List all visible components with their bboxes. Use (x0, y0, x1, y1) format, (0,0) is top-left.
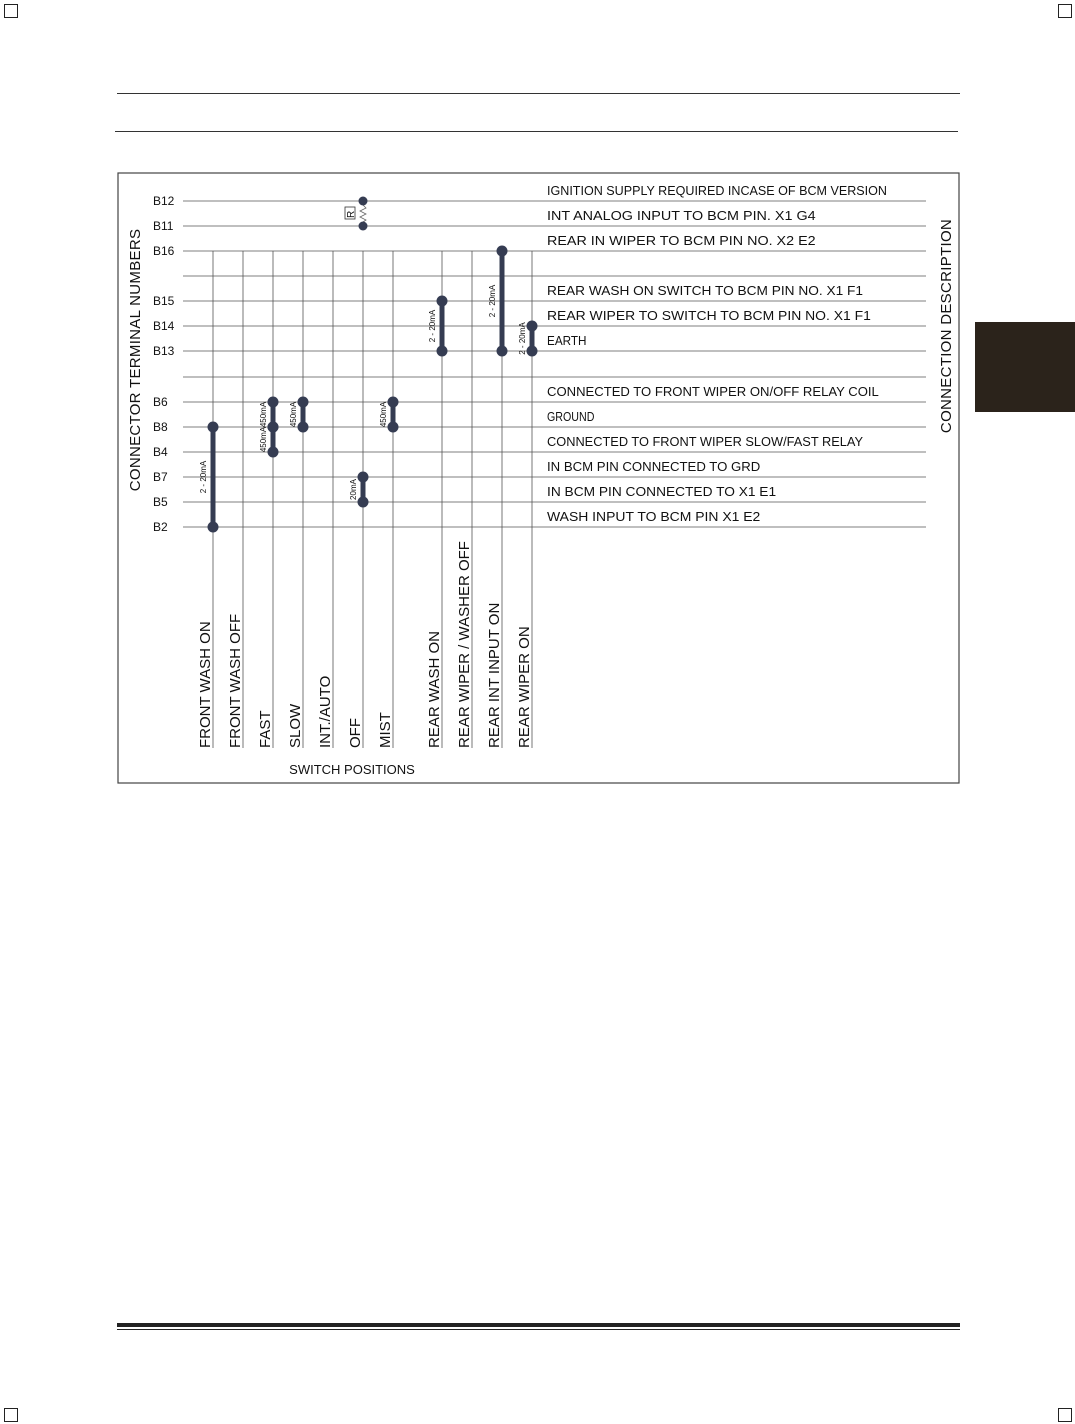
terminal-label-b2: B2 (153, 520, 168, 534)
description-b11: INT ANALOG INPUT TO BCM PIN. X1 G4 (547, 208, 816, 223)
terminal-dot (358, 497, 369, 508)
terminal-dot (437, 296, 448, 307)
switch-position-label: REAR INT INPUT ON (486, 602, 503, 748)
terminal-label-b5: B5 (153, 495, 168, 509)
terminal-dot (527, 346, 538, 357)
switch-position-label: REAR WASH ON (426, 631, 443, 748)
description-b8: GROUND (547, 409, 595, 424)
switch-position-label: FRONT WASH ON (197, 621, 214, 748)
terminal-label-b6: B6 (153, 395, 168, 409)
switch-position-label: REAR WIPER / WASHER OFF (456, 541, 473, 748)
terminal-dot (268, 397, 279, 408)
terminal-label-b4: B4 (153, 445, 168, 459)
terminal-dot (208, 522, 219, 533)
terminal-label-b15: B15 (153, 294, 175, 308)
description-b4: CONNECTED TO FRONT WIPER SLOW/FAST RELAY (547, 434, 864, 449)
description-b2: WASH INPUT TO BCM PIN X1 E2 (547, 509, 761, 524)
terminal-dot (359, 222, 368, 231)
connection-b6-b8 (379, 397, 399, 433)
terminal-label-b14: B14 (153, 319, 175, 333)
current-rating-label: 450mA (289, 401, 298, 428)
terminal-dot (298, 397, 309, 408)
switch-position-label: OFF (347, 718, 364, 748)
bottom-axis-title: SWITCH POSITIONS (289, 762, 415, 777)
description-b7: IN BCM PIN CONNECTED TO GRD (547, 459, 761, 474)
description-b13: EARTH (547, 333, 587, 348)
description-b16: REAR IN WIPER TO BCM PIN NO. X2 E2 (547, 233, 816, 248)
current-rating-label: 450mA (379, 401, 388, 428)
resistor-symbol (360, 205, 366, 222)
connection-b12-b11 (345, 197, 368, 231)
diagram-frame (118, 173, 959, 783)
terminal-label-b12: B12 (153, 194, 175, 208)
connection-b14-b13 (518, 321, 538, 357)
terminal-dot (359, 197, 368, 206)
switch-position-label: MIST (377, 712, 394, 748)
left-axis-title: CONNECTOR TERMINAL NUMBERS (127, 228, 144, 492)
switch-position-label: INT./AUTO (317, 675, 334, 748)
switch-position-label: SLOW (287, 703, 304, 748)
terminal-dot (437, 346, 448, 357)
switch-position-label: REAR WIPER ON (516, 626, 533, 748)
description-b15: REAR WASH ON SWITCH TO BCM PIN NO. X1 F1 (547, 283, 863, 298)
current-rating-label: 20mA (349, 479, 358, 500)
terminal-labels (153, 194, 175, 534)
connection-b6-b8 (289, 397, 309, 433)
terminal-dot (208, 422, 219, 433)
connection-b8-b4 (259, 422, 279, 458)
description-b6: CONNECTED TO FRONT WIPER ON/OFF RELAY COIL (547, 384, 879, 399)
current-rating-label: 450mA (259, 401, 268, 428)
terminal-dot (388, 422, 399, 433)
terminal-label-b11: B11 (153, 219, 174, 233)
current-rating-label: 450mA (259, 426, 268, 453)
terminal-dot (358, 472, 369, 483)
switch-position-label: FRONT WASH OFF (227, 613, 244, 748)
terminal-dot (527, 321, 538, 332)
current-rating-label: 2 - 20mA (488, 284, 497, 318)
right-axis-title: CONNECTION DESCRIPTION (938, 218, 955, 434)
terminal-dot (268, 422, 279, 433)
description-b14: REAR WIPER TO SWITCH TO BCM PIN NO. X1 F1 (547, 308, 871, 323)
switch-position-labels (197, 541, 533, 748)
terminal-label-b7: B7 (153, 470, 168, 484)
terminal-label-b16: B16 (153, 244, 175, 258)
current-rating-label: 2 - 20mA (518, 322, 527, 355)
current-rating-label: 2 - 20mA (199, 460, 208, 494)
terminal-label-b13: B13 (153, 344, 175, 358)
terminal-dot (388, 397, 399, 408)
current-rating-label: 2 - 20mA (428, 309, 437, 343)
connections (199, 197, 538, 533)
terminal-dot (298, 422, 309, 433)
terminal-dot (497, 346, 508, 357)
description-labels (547, 183, 887, 524)
terminal-dot (497, 246, 508, 257)
description-b5: IN BCM PIN CONNECTED TO X1 E1 (547, 484, 777, 499)
resistor-label: R (346, 210, 357, 218)
terminal-dot (268, 447, 279, 458)
switch-position-label: FAST (257, 710, 274, 748)
description-b12: IGNITION SUPPLY REQUIRED INCASE OF BCM VERSION (547, 183, 887, 198)
terminal-label-b8: B8 (153, 420, 168, 434)
